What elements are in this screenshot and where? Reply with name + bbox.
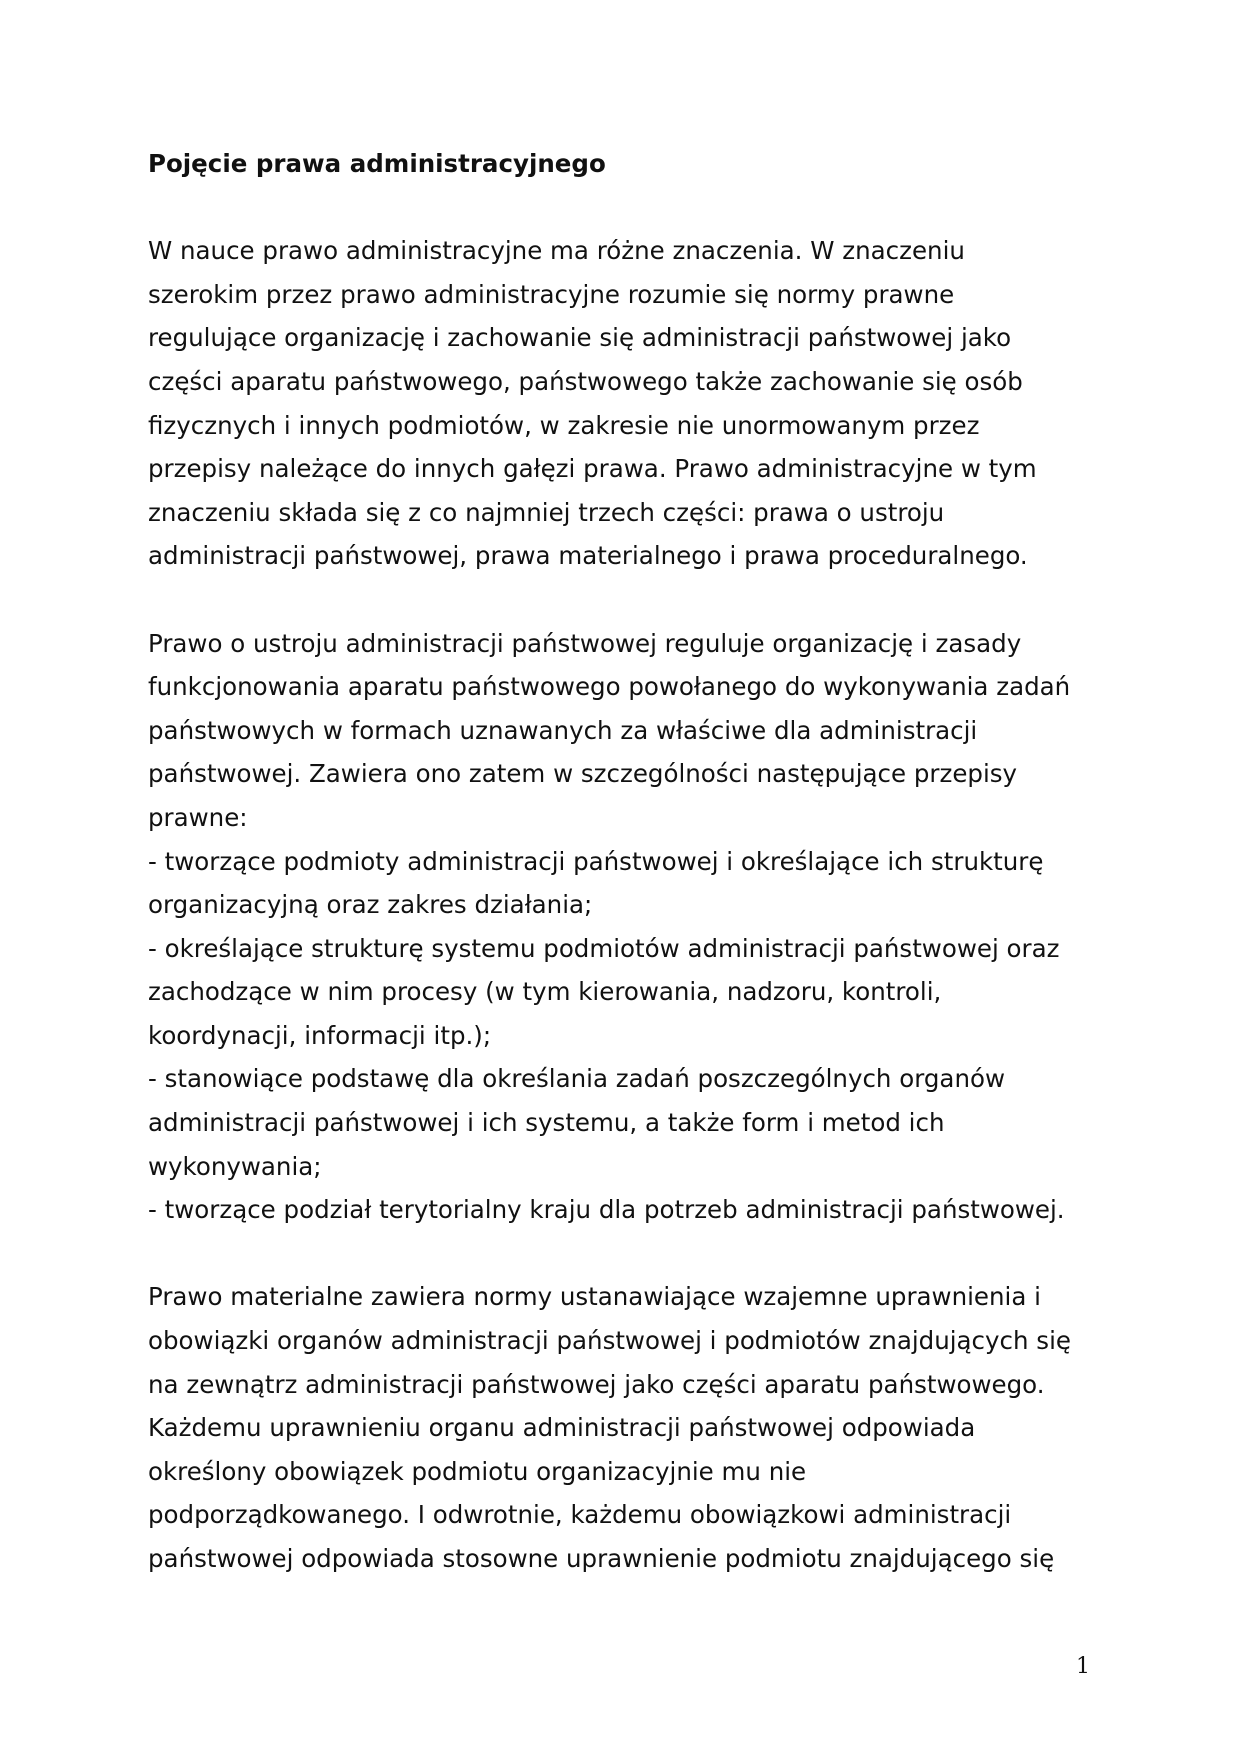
page-number: 1	[1076, 1654, 1090, 1679]
list-item-line: koordynacji, informacji itp.);	[148, 1020, 492, 1050]
text-line: państwowej odpowiada stosowne uprawnienie podmiotu znajdującego się	[148, 1544, 1055, 1573]
document-title: Pojęcie prawa administracyjnego	[148, 149, 606, 178]
text-line: fizycznych i innych podmiotów, w zakresie nie unormowanym przez	[148, 410, 980, 440]
text-line: W nauce prawo administracyjne ma różne znaczenia. W znaczeniu	[148, 236, 965, 266]
document-body	[148, 142, 1098, 1581]
text-line: Każdemu uprawnieniu organu administracji państwowej odpowiada	[148, 1413, 976, 1443]
list-item-line: - określające strukturę systemu podmiotów administracji państwowej oraz	[148, 933, 1060, 963]
text-line: określony obowiązek podmiotu organizacyjnie mu nie	[148, 1456, 807, 1486]
list-item-line: administracji państwowej i ich systemu, a także form i metod ich	[148, 1108, 945, 1138]
text-line: szerokim przez prawo administracyjne rozumie się normy prawne	[148, 279, 955, 309]
text-line: obowiązki organów administracji państwowej i podmiotów znajdujących się	[148, 1326, 1071, 1356]
text-line: znaczeniu składa się z co najmniej trzech części: prawa o ustroju	[148, 497, 945, 527]
text-line: przepisy należące do innych gałęzi prawa. Prawo administracyjne w tym	[148, 454, 1037, 484]
text-line: Prawo materialne zawiera normy ustanawiające wzajemne uprawnienia i	[148, 1282, 1041, 1312]
text-line: państwowej. Zawiera ono zatem w szczególności następujące przepisy	[148, 759, 1018, 789]
list-item-line: zachodzące w nim procesy (w tym kierowania, nadzoru, kontroli,	[148, 977, 942, 1007]
text-line: administracji państwowej, prawa materialnego i prawa proceduralnego.	[148, 541, 1028, 571]
text-line: podporządkowanego. I odwrotnie, każdemu obowiązkowi administracji	[148, 1500, 1012, 1530]
list-item-line: organizacyjną oraz zakres działania;	[148, 890, 593, 920]
text-line: państwowych w formach uznawanych za właściwe dla administracji	[148, 715, 978, 745]
paragraph-materialne	[148, 1275, 1098, 1580]
text-line: Prawo o ustroju administracji państwowej reguluje organizację i zasady	[148, 628, 1022, 658]
text-line: na zewnątrz administracji państwowej jako części aparatu państwowego.	[148, 1369, 1045, 1399]
text-line: prawne:	[148, 802, 248, 832]
list-item-line: wykonywania;	[148, 1151, 322, 1181]
list-item-line: - tworzące podmioty administracji państwowej i określające ich strukturę	[148, 846, 1044, 876]
list-item-line: - stanowiące podstawę dla określania zadań poszczególnych organów	[148, 1064, 1005, 1094]
paragraph-definition	[148, 229, 1098, 578]
list-item-line: - tworzące podział terytorialny kraju dla potrzeb administracji państwowej.	[148, 1195, 1065, 1225]
text-line: części aparatu państwowego, państwowego także zachowanie się osób	[148, 366, 1023, 396]
text-line: funkcjonowania aparatu państwowego powołanego do wykonywania zadań	[148, 672, 1071, 702]
text-line: regulujące organizację i zachowanie się administracji państwowej jako	[148, 323, 1012, 353]
paragraph-ustroj	[148, 622, 1098, 1232]
